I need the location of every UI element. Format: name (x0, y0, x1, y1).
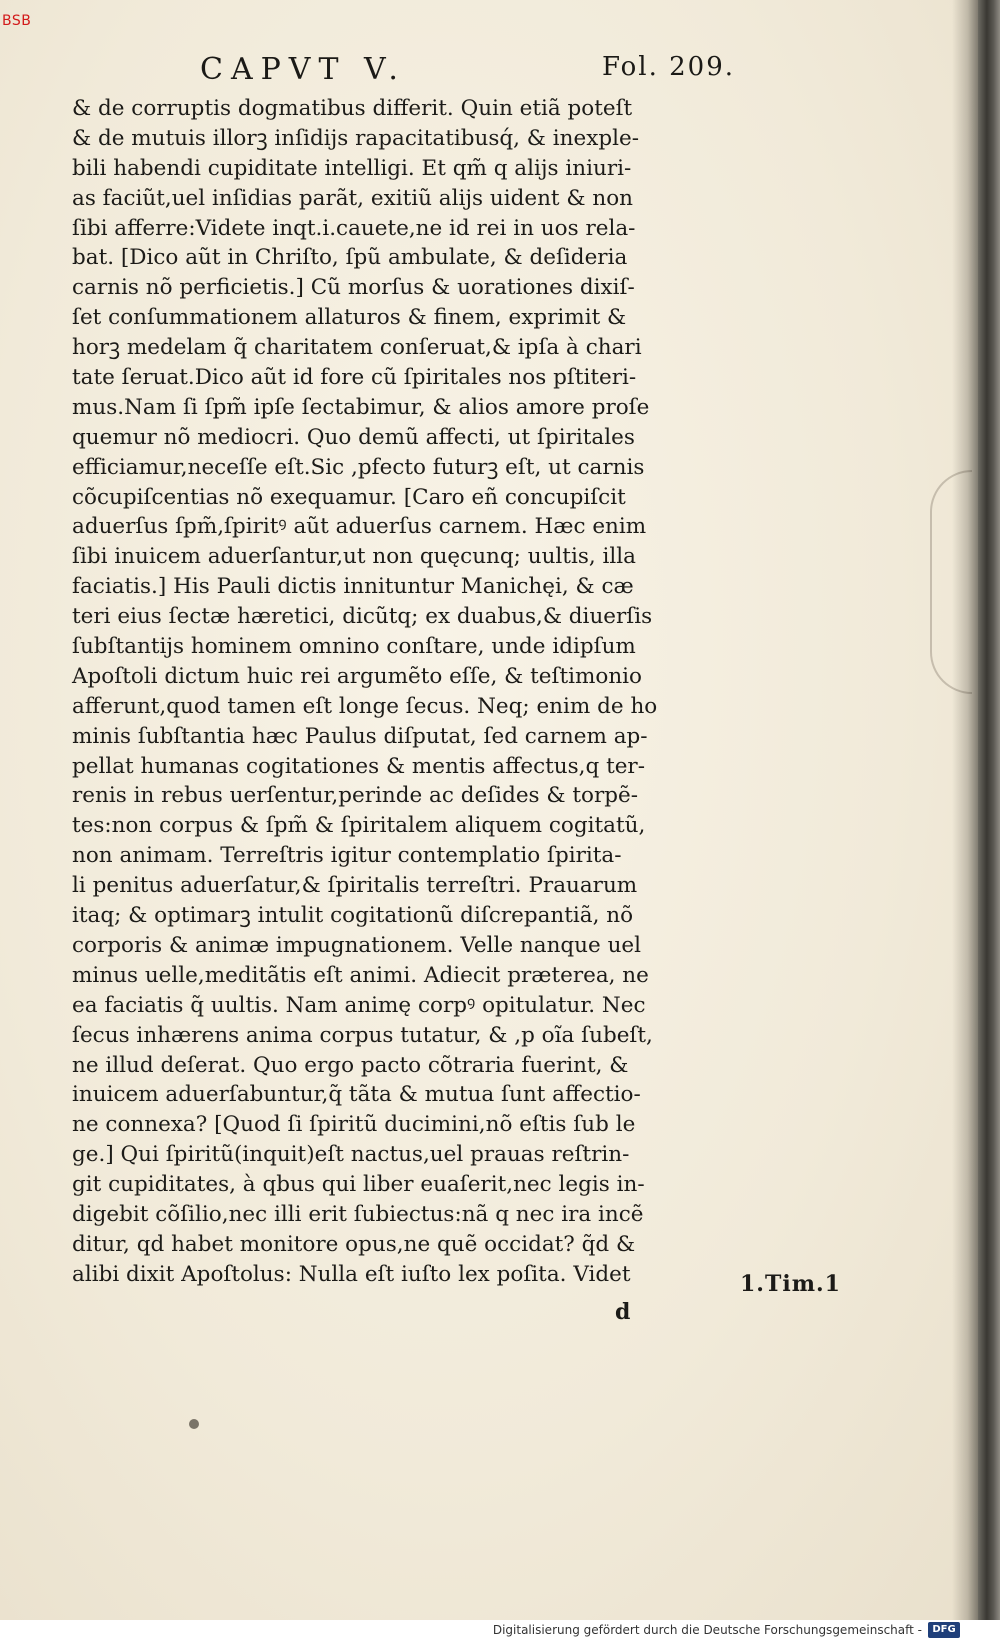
text-line: renis in rebus uerſentur,perinde ac deſides & torpẽ- (72, 783, 639, 809)
text-line: as faciũt,uel inſidias parãt, exitiũ alijs uident & non (72, 185, 634, 211)
text-line: & de corruptis dogmatibus differit. Quin etiã poteſt (72, 96, 633, 121)
text-line: itaq; & optimarꝫ intulit cogitationũ diſcrepantiã, nõ (72, 903, 634, 929)
text-line: faciatis.] His Pauli dictis innituntur Manichęi, & cæ (72, 574, 634, 600)
text-line: ne connexa? [Quod ſi ſpiritũ ducimini,nõ eſtis ſub le (72, 1112, 636, 1138)
dfg-logo: DFG (928, 1622, 960, 1638)
text-line: git cupiditates, à qbus qui liber euaſerit,nec legis in- (72, 1172, 645, 1198)
text-line: bili habendi cupiditate intelligi. Et qm̃ q alijs iniuri- (72, 155, 632, 181)
running-head: CAPVT V. (200, 52, 406, 87)
text-line: digebit cõſilio,nec illi erit ſubiectus:nã q nec ira incẽ (72, 1201, 644, 1227)
text-line: quemur nõ mediocri. Quo demũ affecti, ut ſpiritales (72, 424, 635, 450)
text-line: & de mutuis illorꝫ inſidijs rapacitatibusq́, & inexple- (72, 125, 639, 151)
folio-number: Fol. 209. (602, 52, 736, 82)
page-header (200, 52, 740, 88)
body-text (72, 94, 772, 1290)
text-line: pellat humanas cogitationes & mentis affectus,q ter- (72, 753, 645, 779)
book-edge-shadow (952, 0, 978, 1620)
text-line: teri eius ſectæ hæretici, dicũtq; ex duabus,& diuerſis (72, 604, 653, 630)
text-line: ne illud deſerat. Quo ergo pacto cõtraria fuerint, & (72, 1052, 629, 1078)
text-line: horꝫ medelam q̃ charitatem conſeruat,& ipſa à chari (72, 335, 642, 361)
text-line: Apoſtoli dictum huic rei argumẽto eſſe, & teſtimonio (72, 663, 642, 689)
text-line: inuicem aduerſabuntur,q̃ tãta & mutua ſunt affectio- (72, 1082, 641, 1108)
signature-mark: d (615, 1299, 631, 1325)
footer-bar (0, 1620, 1000, 1641)
text-line: ſet conſummationem allaturos & finem, exprimit & (72, 305, 627, 331)
text-line: non animam. Terreſtris igitur contemplatio ſpirita- (72, 843, 622, 869)
text-line: afferunt,quod tamen eſt longe ſecus. Neq; enim de ho (72, 693, 658, 719)
text-line: mus.Nam ſi ſpm̃ ipſe ſectabimur, & alios amore proſe (72, 394, 650, 420)
marginal-note: 1.Tim.1 (740, 1271, 841, 1297)
book-edge (978, 0, 1000, 1620)
text-line: cõcupiſcentias nõ exequamur. [Caro eñ concupiſcit (72, 484, 626, 510)
text-line: minus uelle,meditãtis eſt animi. Adiecit præterea, ne (72, 962, 649, 988)
ink-dot (189, 1419, 199, 1429)
text-line: ea faciatis q̃ uultis. Nam animę corpꝰ opitulatur. Nec (72, 992, 646, 1018)
text-line: carnis nõ perficietis.] Cũ morſus & uorationes dixiſ- (72, 275, 635, 301)
text-line: corporis & animæ impugnationem. Velle nanque uel (72, 932, 642, 958)
footer-credit: Digitalisierung gefördert durch die Deutsche Forschungsgemeinschaft - (492, 1623, 922, 1637)
text-line: efficiamur,neceſſe eſt.Sic ,pfecto futurꝫ eſt, ut carnis (72, 454, 645, 480)
text-line: tes:non corpus & ſpm̃ & ſpiritalem aliquem cogitatũ, (72, 813, 646, 839)
library-mark: BSB (2, 13, 32, 29)
text-line: ditur, qd habet monitore opus,ne quẽ occidat? q̃d & (72, 1231, 636, 1257)
text-line: ſibi afferre:Videte inqt.i.cauete,ne id rei in uos rela- (72, 215, 636, 241)
text-line: minis ſubſtantia hæc Paulus diſputat, ſed carnem ap- (72, 723, 648, 749)
text-line: ſubſtantijs hominem omnino conſtare, unde idipſum (72, 634, 636, 660)
text-line: alibi dixit Apoſtolus: Nulla eſt iuſto lex poſita. Videt (72, 1261, 631, 1287)
text-line: li penitus aduerſatur,& ſpiritalis terreſtri. Prauarum (72, 873, 638, 899)
text-line: ſecus inhærens anima corpus tutatur, & ,p oĩa ſubeſt, (72, 1022, 653, 1048)
text-line: ſibi inuicem aduerſantur,ut non quęcunq; uultis, illa (72, 544, 636, 570)
text-line: aduerſus ſpm̃,ſpiritꝰ aũt aduerſus carnem. Hæc enim (72, 514, 647, 540)
text-line: ge.] Qui ſpiritũ(inquit)eſt nactus,uel prauas reſtrin- (72, 1142, 630, 1168)
text-line: tate ſeruat.Dico aũt id fore cũ ſpiritales nos pſtiteri- (72, 365, 637, 391)
text-line: bat. [Dico aũt in Chriſto, ſpũ ambulate, & deſideria (72, 245, 628, 271)
